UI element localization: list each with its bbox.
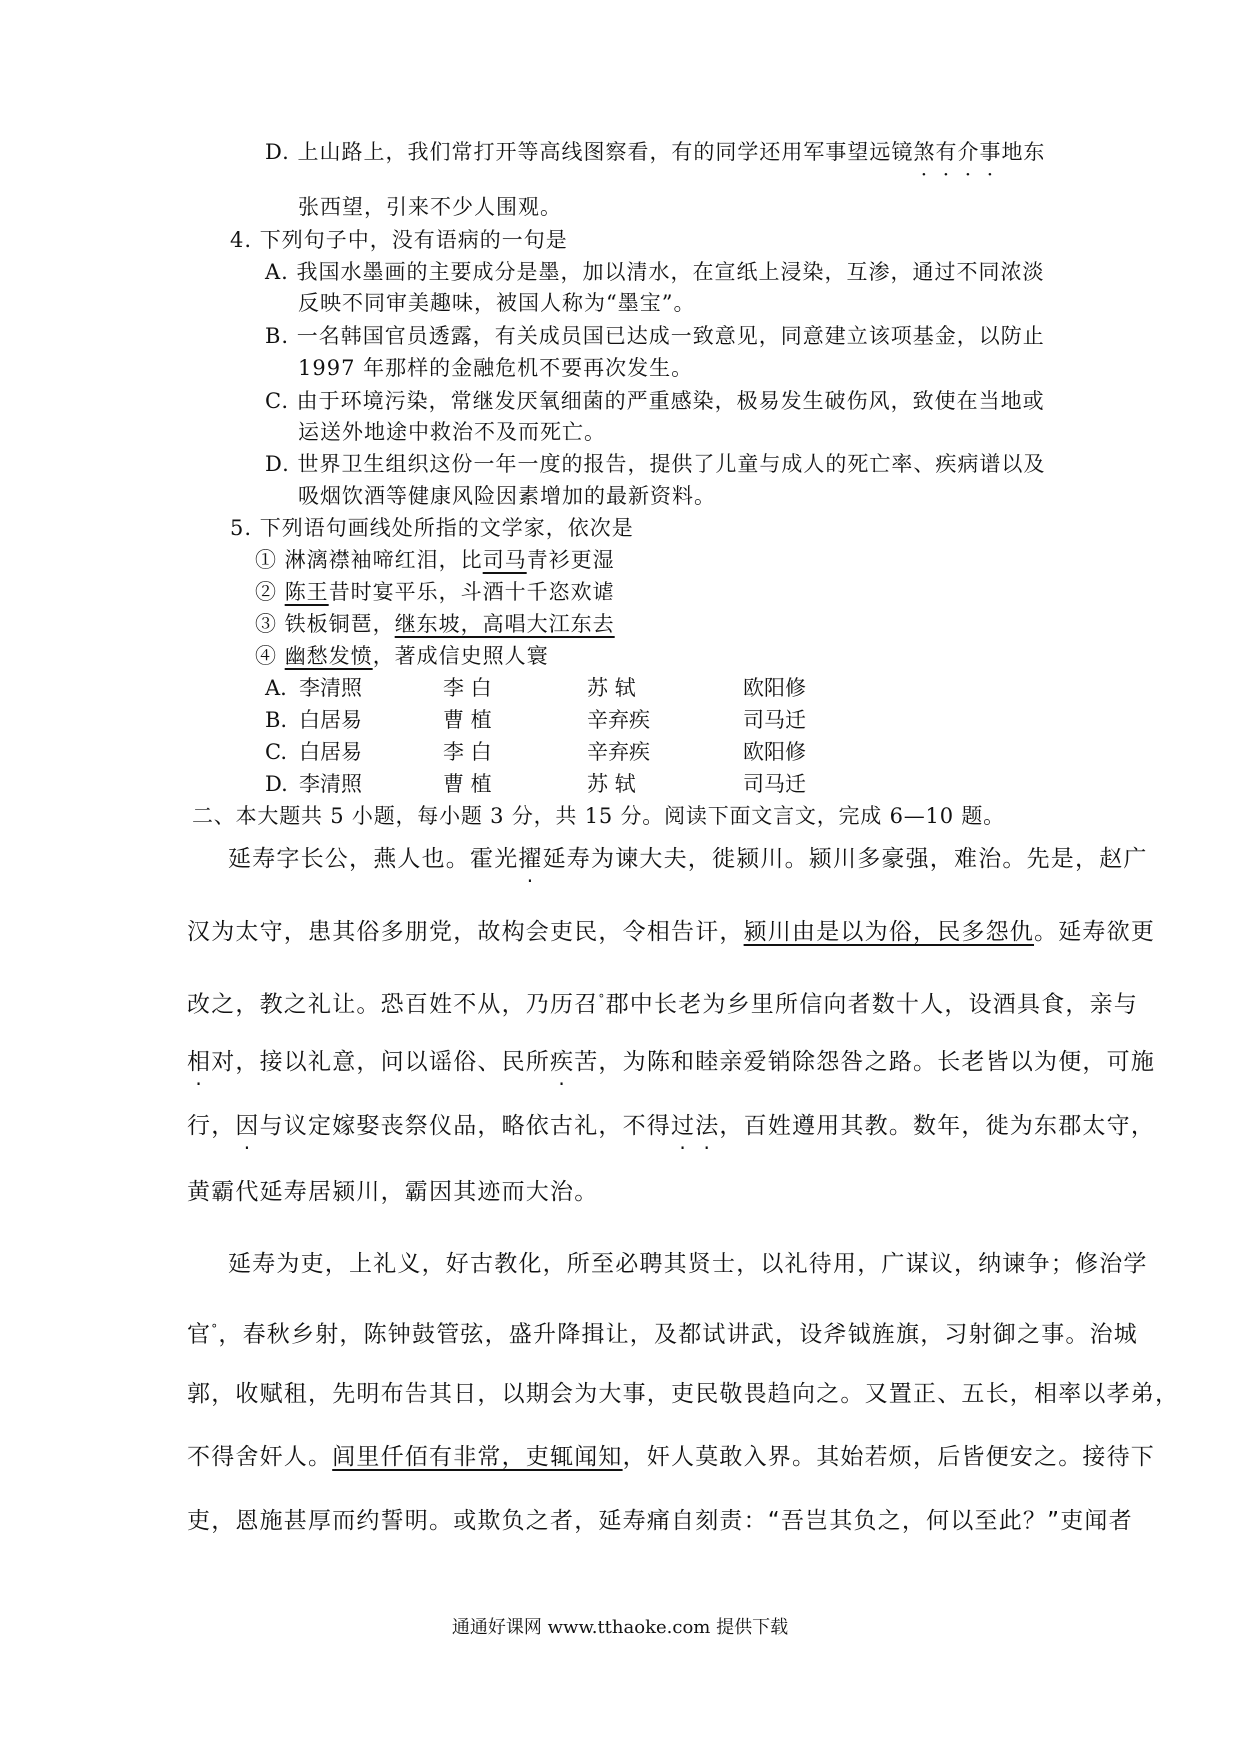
q5-s3-underlined: 继东坡，高唱大江东去 — [394, 612, 615, 636]
option-letter: D. — [265, 772, 288, 796]
q4-option-c-line2: 运送外地途中救治不及而死亡。 — [298, 420, 606, 444]
section-2-heading: 二、本大题共 5 小题，每小题 3 分，共 15 分。阅读下面文言文，完成 6—10 题。 — [192, 804, 1005, 828]
passage-text: 对，接以礼意，问以谣俗、民所 — [211, 1049, 551, 1075]
q5-s1-text: ① 淋漓襟袖啼红泪，比 — [255, 548, 483, 572]
q5-sentence-2 — [255, 576, 615, 608]
option-cell: 李 白 — [443, 676, 492, 700]
q5-s2-text-end: 昔时宴平乐，斗酒十千恣欢谑 — [328, 580, 615, 604]
option-cell: 白居易 — [299, 740, 362, 764]
passage-text: 不得舍奸人。 — [187, 1444, 333, 1470]
dotted-char: 疾 — [550, 1049, 575, 1075]
passage-underlined: 闾里仟佰有非常，吏辄闻知 — [332, 1444, 623, 1470]
q3-option-d-text-end: 地东 — [1001, 140, 1046, 164]
option-cell: 苏 轼 — [587, 676, 636, 700]
option-cell: 苏 轼 — [587, 772, 636, 796]
passage-p1-line4 — [187, 1046, 1155, 1078]
q4-option-c-line1: C. 由于环境污染，常继发厌氧细菌的严重感染，极易发生破伤风，致使在当地或 — [265, 389, 1045, 413]
q5-sentence-1 — [255, 544, 615, 576]
q3-option-d-line2: 张西望，引来不少人围观。 — [298, 195, 562, 219]
q5-s2-underlined: 陈王 — [284, 580, 329, 604]
dotted-char: 过 — [671, 1113, 696, 1139]
dotted-char: 事 — [979, 140, 1002, 164]
q5-s4-text: ④ — [255, 644, 285, 668]
q4-option-a-line1: A. 我国水墨画的主要成分是墨，加以清水，在宣纸上浸染，互渗，通过不同浓淡 — [265, 260, 1045, 284]
passage-text: 官 — [187, 1321, 212, 1348]
q3-option-d-text: D. 上山路上，我们常打开等高线图察看，有的同学还用军事望远镜 — [265, 140, 914, 164]
q4-option-a-line2: 反映不同审美趣味，被国人称为“墨宝”。 — [298, 291, 696, 315]
passage-text: 郡中长老为乡里所信向者数十人，设酒具食，亲与 — [605, 991, 1139, 1018]
q3-option-d-line1 — [265, 136, 1045, 168]
passage-text: 汉为太守，患其俗多朋党，故构会吏民，令相告讦， — [187, 919, 744, 945]
option-cell: 李 白 — [443, 740, 492, 764]
q4-option-b-line1: B. 一名韩国官员透露，有关成员国已达成一致意见，同意建立该项基金，以防止 — [265, 324, 1045, 348]
passage-text: ，春秋乡射，陈钟鼓管弦，盛升降揖让，及都试讲武，设斧钺旌旗，习射御之事。治城 — [218, 1321, 1139, 1348]
page-footer: 通通好课网 www.tthaoke.com 提供下载 — [451, 1617, 789, 1638]
passage-p1-line3 — [187, 983, 1138, 1021]
option-cell: 欧阳修 — [743, 676, 806, 700]
dotted-char: 因 — [235, 1113, 260, 1139]
passage-text: 延寿为谏大夫，徙颍川。颍川多豪强，难治。先是，赵广 — [542, 846, 1148, 872]
option-letter: A. — [265, 676, 287, 700]
q4-option-d-line1: D. 世界卫生组织这份一年一度的报告，提供了儿童与成人的死亡率、疾病谱以及 — [265, 452, 1046, 476]
passage-p2-line4 — [187, 1441, 1155, 1473]
passage-p2-line1: 延寿为吏，上礼义，好古教化，所至必聘其贤士，以礼待用，广谋议，纳谏争；修治学 — [228, 1251, 1148, 1277]
dotted-char: 煞 — [913, 140, 936, 164]
passage-text: 。延寿欲更 — [1034, 919, 1156, 945]
dotted-char: 法 — [695, 1113, 720, 1139]
annotation-mark: ° — [598, 992, 606, 1006]
q5-stem: 5. 下列语句画线处所指的文学家，依次是 — [230, 516, 634, 540]
dotted-char: 相 — [187, 1049, 212, 1075]
q5-s1-text-end: 青衫更湿 — [526, 548, 615, 572]
option-cell: 司马迁 — [743, 772, 806, 796]
q5-s4-underlined: 幽愁发愤 — [284, 644, 373, 668]
q5-s3-text: ③ 铁板铜琶， — [255, 612, 395, 636]
q5-sentence-4 — [255, 640, 549, 672]
passage-text: 行， — [187, 1113, 236, 1139]
passage-underlined: 颍川由是以为俗，民多怨仇 — [743, 919, 1035, 945]
passage-p2-line2 — [187, 1313, 1138, 1351]
option-cell: 曹 植 — [443, 772, 492, 796]
dotted-char: 有 — [935, 140, 958, 164]
option-cell: 白居易 — [299, 708, 362, 732]
option-cell: 欧阳修 — [743, 740, 806, 764]
q4-option-b-line2: 1997 年那样的金融危机不要再次发生。 — [298, 356, 694, 380]
q5-s4-text-end: ，著成信史照人寰 — [372, 644, 549, 668]
passage-p1-line1 — [228, 843, 1148, 875]
annotation-mark: ° — [211, 1322, 219, 1336]
option-cell: 辛弃疾 — [587, 740, 650, 764]
passage-p2-line5: 吏，恩施甚厚而约誓明。或欺负之者，延寿痛自刻责：“吾岂其负之，何以至此？”吏闻者 — [187, 1508, 1133, 1534]
passage-p2-line3: 郭，收赋租，先明布告其日，以期会为大事，吏民敬畏趋向之。又置正、五长，相率以孝弟， — [187, 1381, 1180, 1407]
q4-stem: 4. 下列句子中，没有语病的一句是 — [230, 228, 568, 252]
option-cell: 曹 植 — [443, 708, 492, 732]
option-cell: 辛弃疾 — [587, 708, 650, 732]
dotted-char: 擢 — [518, 846, 543, 872]
passage-text: 延寿字长公，燕人也。霍光 — [228, 846, 519, 872]
option-cell: 司马迁 — [743, 708, 806, 732]
option-cell: 李清照 — [299, 772, 362, 796]
option-cell: 李清照 — [299, 676, 362, 700]
passage-text: ，奸人莫敢入界。其始若烦，后皆便安之。接待下 — [622, 1444, 1156, 1470]
q5-s1-underlined: 司马 — [482, 548, 527, 572]
passage-text: 与议定嫁娶丧祭仪品，略依古礼，不得 — [259, 1113, 672, 1139]
passage-p1-line5 — [187, 1110, 1155, 1142]
passage-p1-line6: 黄霸代延寿居颍川，霸因其迹而大治。 — [187, 1179, 599, 1205]
passage-text: ，百姓遵用其教。数年，徙为东郡太守， — [719, 1113, 1156, 1139]
q4-option-d-line2: 吸烟饮酒等健康风险因素增加的最新资料。 — [298, 484, 716, 508]
option-letter: B. — [265, 708, 288, 732]
q5-s2-text: ② — [255, 580, 285, 604]
passage-text: 改之，教之礼让。恐百姓不从，乃历召 — [187, 991, 599, 1018]
q5-sentence-3 — [255, 608, 615, 640]
passage-text: 苦，为陈和睦亲爱销除怨咎之路。长老皆以为便，可施 — [574, 1049, 1156, 1075]
option-letter: C. — [265, 740, 287, 764]
passage-p1-line2 — [187, 916, 1155, 948]
dotted-char: 介 — [957, 140, 980, 164]
